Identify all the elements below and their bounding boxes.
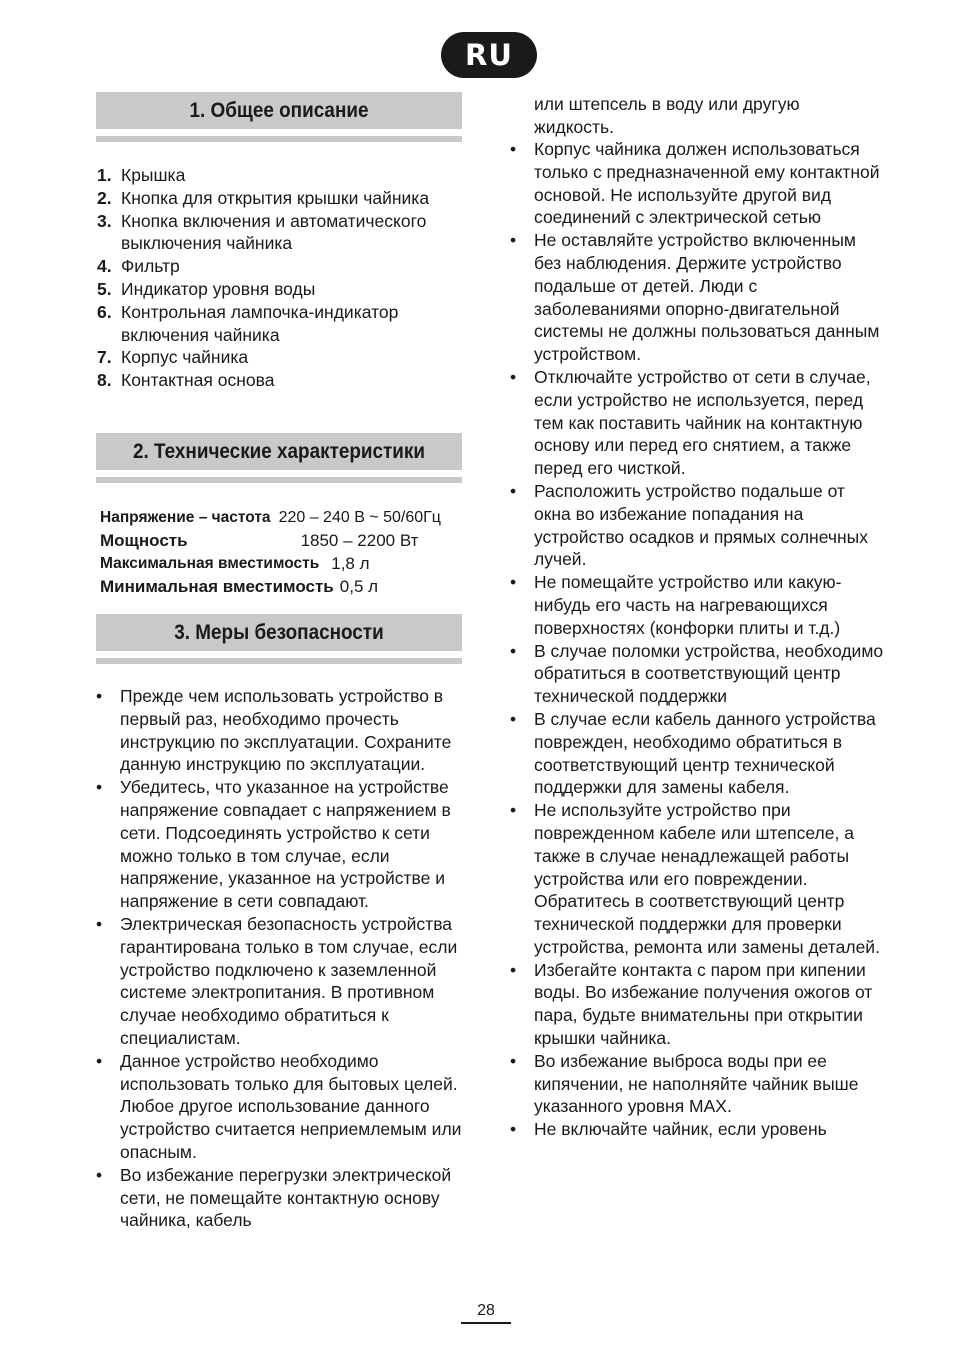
list-item: • Отключайте устройство от сети в случае, если устройство не используется, перед тем как поставить чайник на контактную основу или перед его снятием, а также перед его чисткой. [510, 366, 871, 479]
list-item: 6. Контрольная лампочка-индикатор включения чайника [97, 301, 399, 345]
list-item: • Корпус чайника должен использоваться только с предназначенной ему контактной основой. Не используйте другой вид соединений с электрической сетью [510, 139, 880, 228]
bullet-icon: • [96, 686, 103, 706]
list-item: • Не используйте устройство при поврежденном кабеле или штепселе, а также в случае ненадлежащей работы устройства или его повреждении. Обратитесь в соответствующий центр технической поддержки для проверки устройства, ремонта или замены деталей. [510, 800, 880, 957]
page-number: 28 [477, 1302, 495, 1319]
bullet-icon: • [510, 640, 517, 661]
list-item: • Электрическая безопасность устройства гарантирована только в том случае, если устройство подключено к заземленной системе электропитания. В противном случае необходимо обратиться к специалистам. [96, 913, 458, 1048]
list-item: • Данное устройство необходимо использовать только для бытовых целей. Любое другое использование данного устройство считается неприемлемым или опасным. [96, 1050, 462, 1162]
list-item: • Во избежание выброса воды при ее кипячении, не наполняйте чайник выше указанного уровня MAX. [510, 1050, 859, 1117]
safety-continuation: или штепсель в воду или другую жидкость. [534, 94, 800, 137]
section-divider [96, 477, 462, 483]
bullet-icon: • [510, 572, 517, 593]
list-item: 7. Корпус чайника [97, 347, 249, 368]
list-item: • В случае поломки устройства, необходимо обратиться в соответствующий центр технической поддержки [510, 640, 884, 707]
list-item: • Убедитесь, что указанное на устройстве напряжение совпадает с напряжением в сети. Подсоединять устройство к сети можно только в том случае, если напряжение, указанное на устройстве и напряжение в сети совпадают. [96, 777, 451, 912]
spec-value: 1850 – 2200 Вт [300, 531, 419, 550]
bullet-icon: • [510, 708, 517, 729]
list-item: 2. Кнопка для открытия крышки чайника [97, 187, 430, 208]
bullet-icon: • [510, 366, 517, 387]
bullet-icon: • [96, 1050, 103, 1071]
spec-value: 0,5 л [339, 577, 379, 596]
spec-value: 1,8 л [331, 554, 370, 573]
bullet-icon: • [510, 800, 517, 821]
parts-list [97, 164, 467, 392]
bullet-icon: • [510, 480, 517, 501]
list-item: 5. Индикатор уровня воды [97, 278, 316, 299]
section-safety-header [96, 614, 462, 664]
section-divider [96, 658, 462, 664]
bullet-icon: • [510, 959, 517, 980]
list-item: • Избегайте контакта с паром при кипении воды. Во избежание получения ожогов от пара, будьте внимательны при открытии крышки чайника. [510, 959, 873, 1049]
list-item: 3. Кнопка включения и автоматического выключения чайника [97, 210, 427, 254]
bullet-icon: • [510, 1050, 517, 1071]
section-safety-title: 3. Меры безопасности [114, 614, 443, 651]
list-item: • Расположить устройство подальше от окна во избежание попадания на устройство осадков и прямых солнечных лучей. [510, 480, 868, 570]
page-number-underline [461, 1322, 511, 1324]
spec-row [100, 575, 441, 598]
list-item: 4. Фильтр [97, 256, 180, 277]
safety-list-left [96, 685, 468, 1232]
safety-list-right [510, 138, 884, 1141]
spec-label: Максимальная вместимость [100, 555, 320, 572]
bullet-icon: • [96, 913, 103, 934]
section-tech-title: 2. Технические характеристики [114, 433, 443, 470]
spec-label: Напряжение – частота [100, 509, 271, 526]
list-item: 8. Контактная основа [97, 370, 275, 391]
section-general-header [96, 92, 462, 142]
list-item: 1. Крышка [97, 165, 186, 185]
list-item: • В случае если кабель данного устройства поврежден, необходимо обратиться в соответствующий центр технической поддержки для замены кабеля. [510, 708, 876, 798]
bullet-icon: • [96, 1164, 103, 1185]
spec-row [100, 552, 441, 575]
section-tech-header [96, 433, 462, 483]
spec-label: Минимальная вместимость [100, 577, 334, 596]
spec-row [100, 506, 441, 529]
spec-row [100, 529, 441, 552]
section-general-title: 1. Общее описание [114, 92, 443, 129]
list-item: • Во избежание перегрузки электрической сети, не помещайте контактную основу чайника, кабель [96, 1164, 452, 1231]
spec-label: Мощность [100, 531, 188, 550]
list-item: • Не помещайте устройство или какую-нибудь его часть на нагревающихся поверхностях (конфорки плиты и т.д.) [510, 572, 842, 638]
list-item: • Не оставляйте устройство включенным без наблюдения. Держите устройство подальше от детей. Люди с заболеваниями опорно-двигательной системы не должны пользоваться данным устройством. [510, 230, 880, 365]
specs-table [100, 506, 441, 598]
bullet-icon: • [510, 1119, 517, 1140]
section-divider [96, 136, 462, 142]
list-item: • Прежде чем использовать устройство в первый раз, необходимо прочесть инструкцию по эксплуатации. Сохраните данную инструкцию по эксплуатации. [96, 686, 452, 775]
bullet-icon: • [510, 230, 517, 251]
bullet-icon: • [96, 777, 103, 798]
language-badge: RU [441, 32, 537, 78]
spec-value: 220 – 240 В ~ 50/60Гц [278, 509, 441, 526]
bullet-icon: • [510, 139, 517, 159]
list-item: • Не включайте чайник, если уровень [510, 1119, 827, 1140]
